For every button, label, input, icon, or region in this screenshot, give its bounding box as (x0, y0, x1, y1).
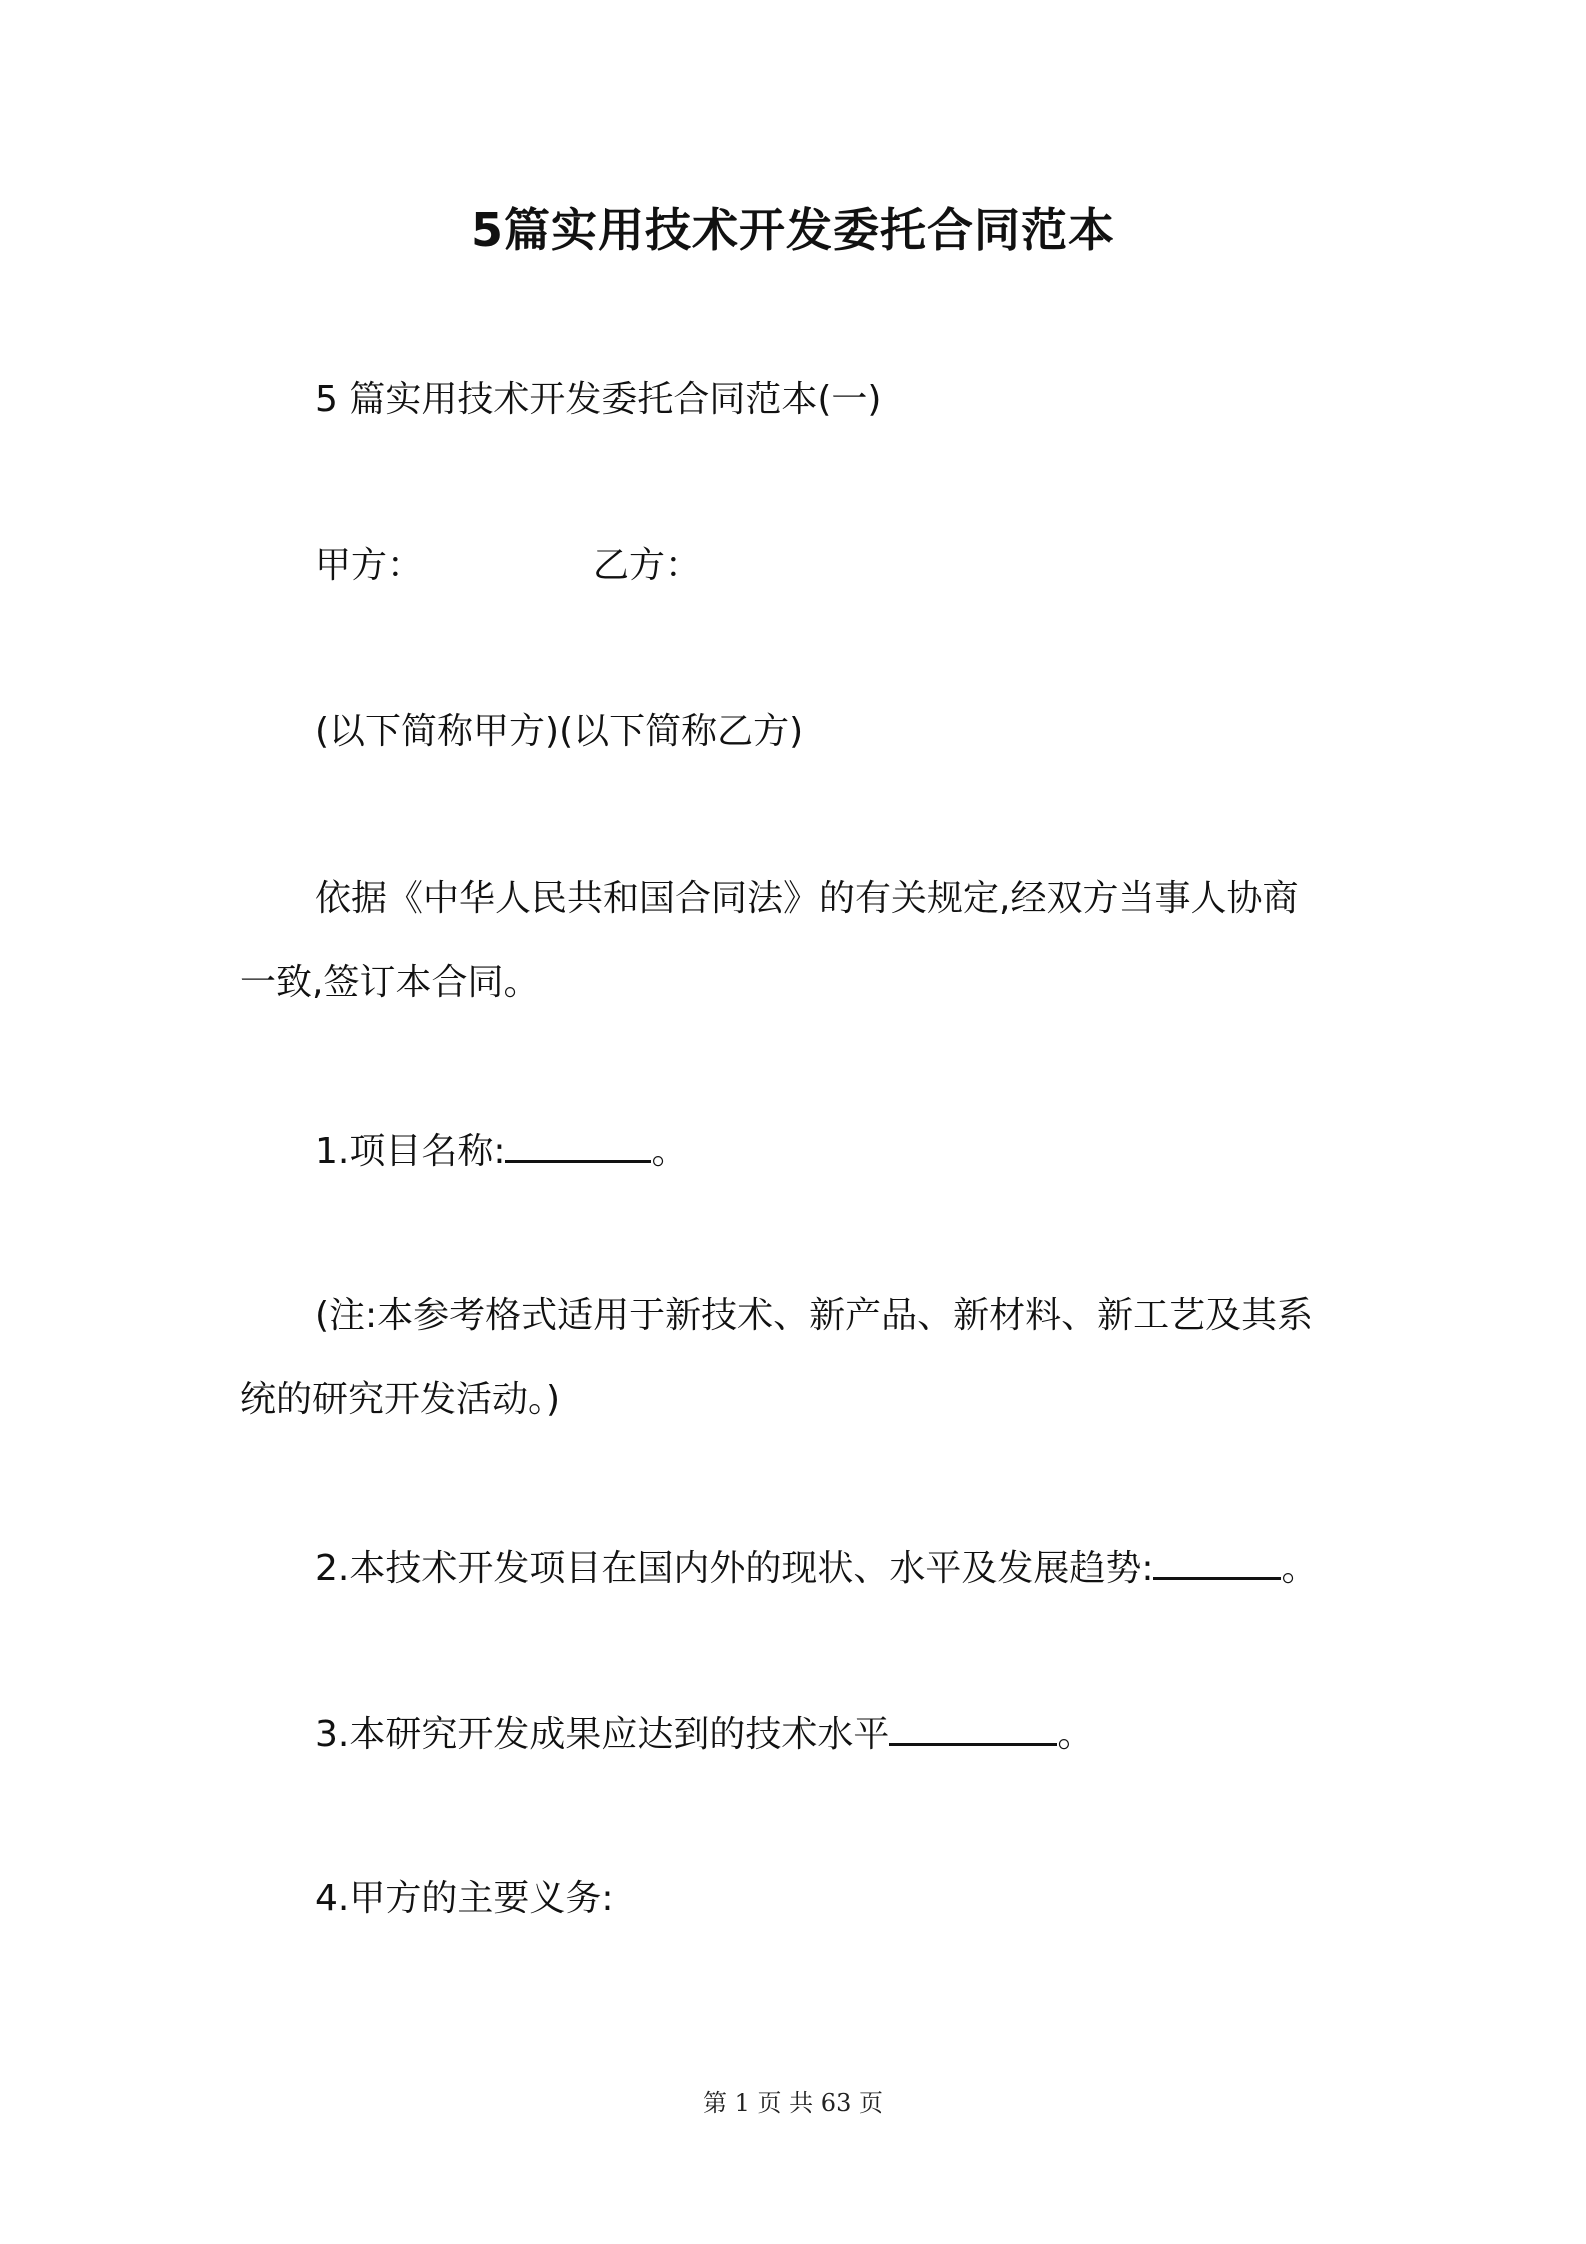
basis-paragraph-line1: 依据《中华人民共和国合同法》的有关规定,经双方当事人协商 (315, 878, 1299, 919)
item-3-label: 3.本研究开发成果应达到的技术水平 (315, 1714, 890, 1755)
note-line2: 统的研究开发活动。) (240, 1379, 561, 1420)
item-2-label: 2.本技术开发项目在国内外的现状、水平及发展趋势: (315, 1548, 1154, 1589)
item-3-blank (889, 1707, 1057, 1746)
basis-paragraph-line2: 一致,签订本合同。 (240, 962, 540, 1003)
item-2-blank (1153, 1541, 1281, 1580)
contract-subtitle: 5 篇实用技术开发委托合同范本(一) (315, 379, 882, 420)
item-3-line (315, 1707, 1093, 1760)
document-title: 5篇实用技术开发委托合同范本 (470, 203, 1115, 257)
item-3-end: 。 (1057, 1714, 1094, 1755)
item-1-label: 1.项目名称: (315, 1131, 506, 1172)
party-b-label: 乙方： (593, 545, 702, 586)
item-1-blank (505, 1124, 651, 1163)
item-1-end: 。 (651, 1131, 688, 1172)
item-4-line: 4.甲方的主要义务: (315, 1878, 614, 1919)
abbreviation-line: (以下简称甲方)(以下简称乙方) (315, 711, 804, 752)
note-line1: (注:本参考格式适用于新技术、新产品、新材料、新工艺及其系 (315, 1295, 1314, 1336)
item-2-line (315, 1541, 1318, 1594)
item-1-line (315, 1124, 688, 1177)
page-footer: 第 1 页 共 63 页 (703, 2089, 883, 2117)
party-a-label: 甲方： (315, 545, 424, 586)
item-2-end: 。 (1281, 1548, 1318, 1589)
parties-line (315, 541, 701, 591)
